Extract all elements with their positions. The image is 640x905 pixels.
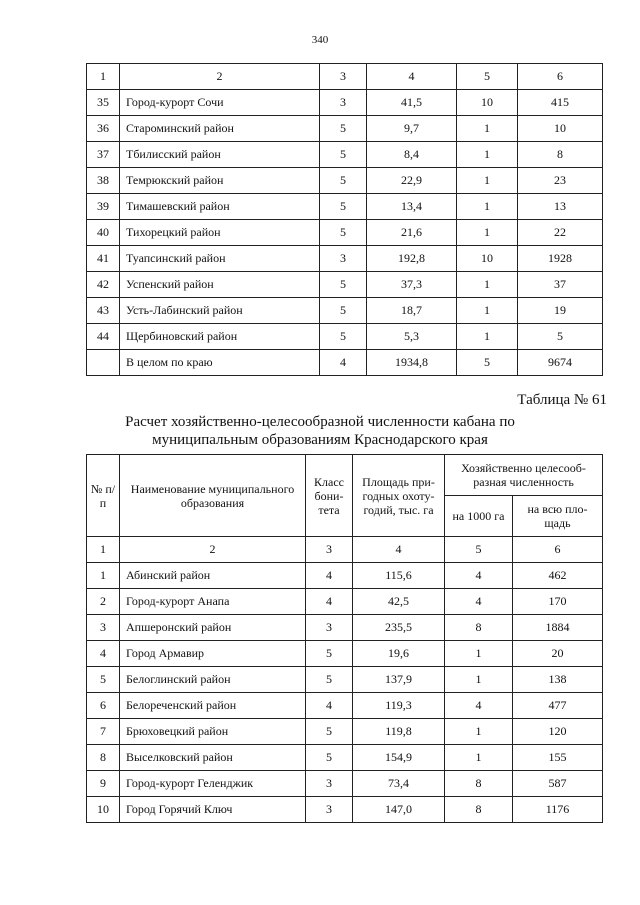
header-per-1000: на 1000 га: [445, 496, 513, 537]
municipality-name: Туапсинский район: [120, 246, 320, 272]
per-1000-value: 8: [445, 771, 513, 797]
header-area: Площадь при-годных охоту-годий, тыс. га: [353, 455, 445, 537]
total-value: 170: [513, 589, 603, 615]
per-1000-value: 4: [445, 693, 513, 719]
boar-population-table: [86, 454, 603, 823]
row-number: 42: [87, 272, 120, 298]
page-number: 340: [311, 34, 329, 46]
row-number: 1: [87, 563, 120, 589]
municipality-name: Брюховецкий район: [120, 719, 306, 745]
municipality-name: Белоглинский район: [120, 667, 306, 693]
table-row: [87, 641, 603, 667]
row-number: 7: [87, 719, 120, 745]
municipality-name: Староминский район: [120, 116, 320, 142]
bonitet-class: 3: [320, 90, 367, 116]
col-number-4: 4: [353, 537, 445, 563]
bonitet-class: 4: [306, 589, 353, 615]
table-row: [87, 168, 603, 194]
header-name: Наименование муниципального образования: [120, 455, 306, 537]
row-number: 3: [87, 615, 120, 641]
row-number-empty: [87, 350, 120, 376]
table-numbering-row: [87, 537, 603, 563]
bonitet-class: 5: [306, 745, 353, 771]
col-header-2: 2: [120, 64, 320, 90]
table-row: [87, 246, 603, 272]
table-row: [87, 693, 603, 719]
per-1000-value: 1: [445, 667, 513, 693]
col-number-2: 2: [120, 537, 306, 563]
bonitet-class: 5: [306, 641, 353, 667]
bonitet-class: 3: [306, 771, 353, 797]
col-header-4: 4: [367, 64, 457, 90]
municipality-name: Город-курорт Анапа: [120, 589, 306, 615]
per-1000-value: 8: [445, 797, 513, 823]
area-value: 115,6: [353, 563, 445, 589]
table-row: [87, 771, 603, 797]
header-total: на всю пло-щадь: [513, 496, 603, 537]
area-value: 73,4: [353, 771, 445, 797]
row-number: 8: [87, 745, 120, 771]
municipality-name: Город Армавир: [120, 641, 306, 667]
table-row: [87, 667, 603, 693]
table-continuation: [86, 63, 603, 376]
per-1000-value: 1: [445, 641, 513, 667]
table-row: [87, 615, 603, 641]
total-value: 138: [513, 667, 603, 693]
table-number-label: Таблица № 61: [517, 392, 607, 408]
municipality-name: Выселковский район: [120, 745, 306, 771]
row-number: 44: [87, 324, 120, 350]
row-number: 4: [87, 641, 120, 667]
bonitet-class: 3: [306, 797, 353, 823]
municipality-name: Тихорецкий район: [120, 220, 320, 246]
area-value: 8,4: [367, 142, 457, 168]
total-value: 1928: [518, 246, 603, 272]
bonitet-class: 5: [320, 324, 367, 350]
bonitet-class: 4: [306, 693, 353, 719]
total-value: 22: [518, 220, 603, 246]
col-header-1: 1: [87, 64, 120, 90]
area-value: 119,8: [353, 719, 445, 745]
row-number: 5: [87, 667, 120, 693]
bonitet-class: 4: [320, 350, 367, 376]
table-row: [87, 719, 603, 745]
total-value: 8: [518, 142, 603, 168]
col-header-5: 5: [457, 64, 518, 90]
area-value: 147,0: [353, 797, 445, 823]
per-1000-value: 4: [445, 589, 513, 615]
area-value: 19,6: [353, 641, 445, 667]
table-row: [87, 563, 603, 589]
total-value: 477: [513, 693, 603, 719]
table-title: [0, 413, 640, 449]
per-1000-value: 1: [457, 116, 518, 142]
table-row: [87, 298, 603, 324]
row-number: 2: [87, 589, 120, 615]
table-row: [87, 272, 603, 298]
bonitet-class: 5: [320, 298, 367, 324]
table-row: [87, 797, 603, 823]
area-value: 42,5: [353, 589, 445, 615]
table-title-line-1: Расчет хозяйственно-целесообразной численности кабана по: [125, 414, 515, 430]
per-1000-value: 1: [457, 220, 518, 246]
table-row: [87, 220, 603, 246]
total-value: 1884: [513, 615, 603, 641]
per-1000-value: 1: [445, 719, 513, 745]
row-number: 39: [87, 194, 120, 220]
municipality-name: Белореченский район: [120, 693, 306, 719]
per-1000-value: 1: [457, 324, 518, 350]
municipality-name: Тбилисский район: [120, 142, 320, 168]
total-label: В целом по краю: [120, 350, 320, 376]
municipality-name: Усть-Лабинский район: [120, 298, 320, 324]
total-value: 13: [518, 194, 603, 220]
total-value: 120: [513, 719, 603, 745]
per-1000-value: 10: [457, 246, 518, 272]
area-value: 5,3: [367, 324, 457, 350]
table-header-row: [87, 455, 603, 496]
table-header-row: [87, 64, 603, 90]
area-value: 21,6: [367, 220, 457, 246]
table-title-line-2: муниципальным образованиям Краснодарского края: [152, 432, 488, 448]
row-number: 10: [87, 797, 120, 823]
row-number: 36: [87, 116, 120, 142]
municipality-name: Успенский район: [120, 272, 320, 298]
row-number: 41: [87, 246, 120, 272]
total-value: 587: [513, 771, 603, 797]
table-row: [87, 324, 603, 350]
area-value: 192,8: [367, 246, 457, 272]
bonitet-class: 5: [320, 116, 367, 142]
row-number: 40: [87, 220, 120, 246]
total-value: 155: [513, 745, 603, 771]
municipality-name: Город-курорт Геленджик: [120, 771, 306, 797]
bonitet-class: 5: [320, 220, 367, 246]
table-row: [87, 90, 603, 116]
total-value: 20: [513, 641, 603, 667]
bonitet-class: 5: [320, 194, 367, 220]
total-value: 37: [518, 272, 603, 298]
municipality-name: Темрюкский район: [120, 168, 320, 194]
header-number: № п/п: [87, 455, 120, 537]
header-population-group: Хозяйственно целесооб-разная численность: [445, 455, 603, 496]
total-value: 9674: [518, 350, 603, 376]
col-number-5: 5: [445, 537, 513, 563]
bonitet-class: 5: [306, 719, 353, 745]
per-1000-value: 1: [457, 194, 518, 220]
municipality-name: Щербиновский район: [120, 324, 320, 350]
area-value: 37,3: [367, 272, 457, 298]
area-value: 22,9: [367, 168, 457, 194]
table-row: [87, 116, 603, 142]
municipality-name: Апшеронский район: [120, 615, 306, 641]
total-value: 462: [513, 563, 603, 589]
row-number: 43: [87, 298, 120, 324]
per-1000-value: 1: [457, 142, 518, 168]
bonitet-class: 4: [306, 563, 353, 589]
per-1000-value: 1: [457, 272, 518, 298]
total-value: 10: [518, 116, 603, 142]
area-value: 18,7: [367, 298, 457, 324]
per-1000-value: 1: [457, 298, 518, 324]
municipality-name: Тимашевский район: [120, 194, 320, 220]
col-number-1: 1: [87, 537, 120, 563]
per-1000-value: 1: [445, 745, 513, 771]
area-value: 119,3: [353, 693, 445, 719]
table-row: [87, 745, 603, 771]
total-value: 19: [518, 298, 603, 324]
area-value: 9,7: [367, 116, 457, 142]
area-value: 137,9: [353, 667, 445, 693]
per-1000-value: 5: [457, 350, 518, 376]
row-number: 6: [87, 693, 120, 719]
row-number: 9: [87, 771, 120, 797]
area-value: 154,9: [353, 745, 445, 771]
per-1000-value: 8: [445, 615, 513, 641]
total-value: 23: [518, 168, 603, 194]
municipality-name: Абинский район: [120, 563, 306, 589]
per-1000-value: 1: [457, 168, 518, 194]
col-number-3: 3: [306, 537, 353, 563]
col-number-6: 6: [513, 537, 603, 563]
total-value: 415: [518, 90, 603, 116]
bonitet-class: 5: [320, 168, 367, 194]
row-number: 35: [87, 90, 120, 116]
table-row: [87, 589, 603, 615]
per-1000-value: 4: [445, 563, 513, 589]
col-header-6: 6: [518, 64, 603, 90]
row-number: 38: [87, 168, 120, 194]
area-value: 235,5: [353, 615, 445, 641]
total-value: 1176: [513, 797, 603, 823]
row-number: 37: [87, 142, 120, 168]
bonitet-class: 5: [320, 142, 367, 168]
col-header-3: 3: [320, 64, 367, 90]
table-row: [87, 142, 603, 168]
table-total-row: [87, 350, 603, 376]
municipality-name: Город Горячий Ключ: [120, 797, 306, 823]
total-value: 5: [518, 324, 603, 350]
per-1000-value: 10: [457, 90, 518, 116]
bonitet-class: 5: [320, 272, 367, 298]
area-value: 13,4: [367, 194, 457, 220]
municipality-name: Город-курорт Сочи: [120, 90, 320, 116]
table-row: [87, 194, 603, 220]
area-value: 41,5: [367, 90, 457, 116]
bonitet-class: 3: [320, 246, 367, 272]
bonitet-class: 5: [306, 667, 353, 693]
header-bonitet-class: Класс бони-тета: [306, 455, 353, 537]
bonitet-class: 3: [306, 615, 353, 641]
area-value: 1934,8: [367, 350, 457, 376]
